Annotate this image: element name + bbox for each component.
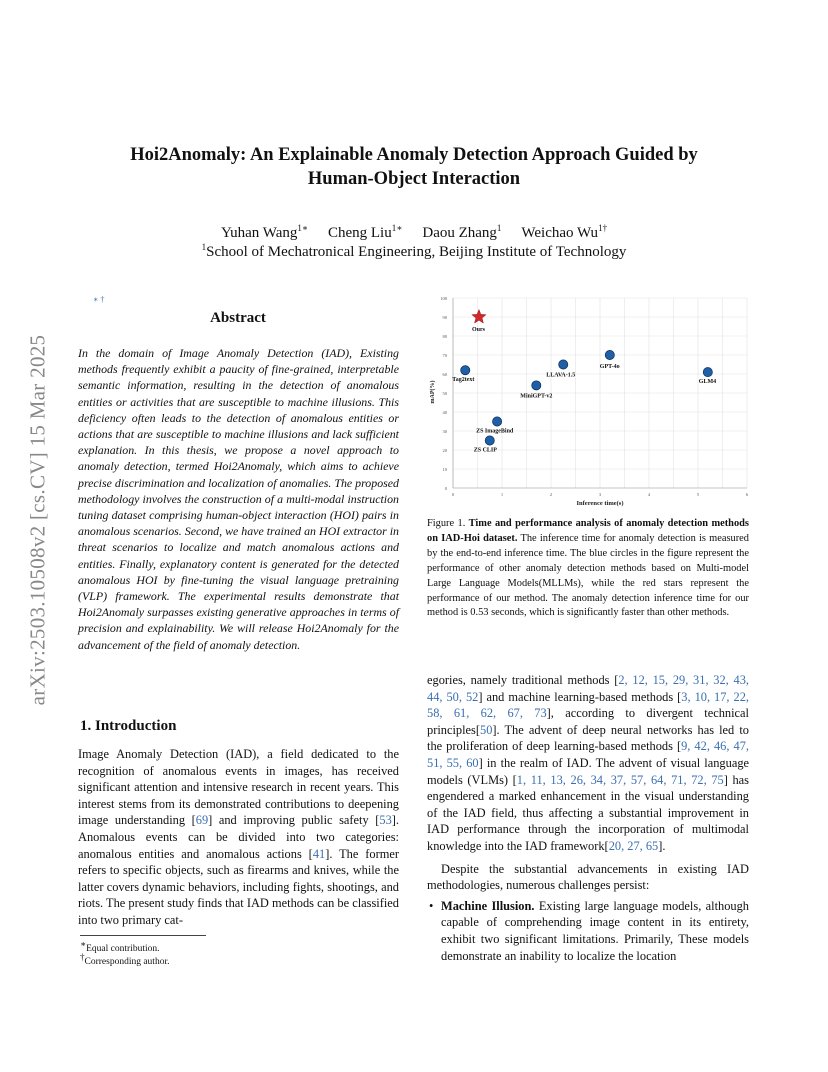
citation-link[interactable]: 50 bbox=[480, 722, 493, 737]
y-tick-label: 30 bbox=[442, 429, 447, 434]
right-paragraph-2: Despite the substantial advancements in existing IAD methodologies, numerous challenges persist: bbox=[427, 861, 749, 893]
footnote-marks: ∗ † bbox=[93, 295, 105, 304]
point-label-glm4: GLM4 bbox=[698, 379, 717, 386]
footnote-2 bbox=[80, 951, 400, 969]
point-label-ours: Ours bbox=[471, 327, 485, 333]
y-tick-label: 0 bbox=[444, 486, 447, 491]
point-label-minigpt-v2: MiniGPT-v2 bbox=[520, 393, 553, 400]
point-zs-clip bbox=[485, 436, 494, 445]
point-label-zs-clip: ZS CLIP bbox=[473, 447, 497, 454]
point-glm4 bbox=[703, 368, 712, 377]
figure-1-caption bbox=[427, 517, 749, 621]
point-tag2text bbox=[461, 366, 470, 375]
arxiv-stamp: arXiv:2503.10508v2 [cs.CV] 15 Mar 2025 bbox=[25, 334, 50, 706]
point-label-tag2text: Tag2text bbox=[452, 377, 475, 384]
citation-link[interactable]: 69 bbox=[195, 813, 209, 828]
affiliation-text: School of Mechatronical Engineering, Beijing Institute of Technology bbox=[206, 244, 627, 260]
citation-link[interactable]: 20, 27, 65 bbox=[608, 838, 659, 853]
author-sup: 1∗ bbox=[391, 223, 403, 233]
x-tick-label: 1 bbox=[500, 492, 504, 497]
citation-link[interactable]: 1, 11, 13, 26, 34, 37, 57, 64, 71, 72, 75 bbox=[516, 772, 724, 787]
bullet-machine-illusion bbox=[427, 898, 749, 964]
point-llava-1-5 bbox=[559, 360, 568, 369]
citation-link[interactable]: 53 bbox=[379, 813, 392, 828]
author-name: Weichao Wu bbox=[521, 225, 599, 241]
citation-link[interactable]: 3, 10, 17, 22, 58, 61, 62, 67, 73 bbox=[427, 689, 750, 721]
x-tick-label: 6 bbox=[745, 492, 749, 497]
footnote-2-sup: † bbox=[80, 952, 85, 962]
y-tick-label: 70 bbox=[442, 353, 447, 358]
paragraph-text: ]. The advent of deep neural networks has led to the proliferation of deep learning-based methods [ bbox=[427, 722, 749, 754]
footnote-rule bbox=[80, 935, 206, 936]
intro-heading: 1. Introduction bbox=[80, 718, 177, 734]
paragraph-text: Image Anomaly Detection (IAD), a field dedicated to the recognition of anomalous events in images, has received significant attention and intensive research in recent years. This interest stems from its demonstrated contributions to deepening image understanding [ bbox=[78, 747, 399, 828]
y-tick-label: 60 bbox=[442, 372, 447, 377]
paragraph-text: ]. The former refers to specific objects, such as firearms and knives, while the latter covers dynamic behaviors, including fights, shootings, and riots. The present study finds that IAD methods can be classified into two primary cat- bbox=[78, 846, 399, 927]
paragraph-text: ]. Anomalous events can be divided into two categories: anomalous entities and anomalous actions [ bbox=[78, 813, 400, 861]
paragraph-text: ] in the realm of IAD. The advent of visual language models (VLMs) [ bbox=[427, 755, 750, 787]
bullet-text: Existing large language models, although capable of comprehending image content in its entirety, exhibit two significant limitations. Primarily, These models demonstrate an inability to localize the location bbox=[441, 898, 749, 963]
affiliation bbox=[60, 237, 768, 262]
footnote-2-text: Corresponding author. bbox=[84, 957, 170, 968]
citation-link[interactable]: 2, 12, 15, 29, 31, 32, 43, 44, 50, 52 bbox=[427, 673, 749, 704]
paragraph-text: ], according to divergent technical principles[ bbox=[427, 706, 749, 737]
caption-bold: Time and performance analysis of anomaly detection methods on IAD-Hoi dataset. bbox=[427, 518, 749, 544]
bullet-bold: Machine Illusion. bbox=[441, 898, 535, 913]
footnote-1-text: Equal contribution. bbox=[86, 944, 160, 955]
affiliation-sup: 1 bbox=[201, 242, 207, 252]
y-tick-label: 40 bbox=[442, 410, 447, 415]
x-tick-label: 0 bbox=[451, 492, 455, 497]
x-tick-label: 4 bbox=[647, 492, 651, 497]
point-label-gpt-4o: GPT-4o bbox=[599, 364, 620, 370]
point-gpt-4o bbox=[605, 350, 614, 359]
paragraph-text: ] and improving public safety [ bbox=[208, 813, 380, 828]
author-name: Daou Zhang bbox=[422, 225, 497, 241]
x-axis-label: Inference time(s) bbox=[576, 500, 624, 507]
paragraph-text: egories, namely traditional methods [ bbox=[427, 673, 619, 687]
caption-label: Figure 1. bbox=[427, 518, 466, 529]
author-name: Yuhan Wang bbox=[220, 225, 298, 241]
point-label-zs-imagebind: ZS ImageBind bbox=[476, 428, 514, 435]
caption-text: The inference time for anomaly detection is measured by the end-to-end inference time. The blue circles in the figure represent the performance of other anomaly detection methods based on Multi-model Large Language Models(MLLMs), while the red stars represent the performance of our method. The anomaly detection inference time for our method is 0.53 seconds, which is significantly faster than other methods. bbox=[427, 532, 749, 619]
y-tick-label: 80 bbox=[442, 334, 447, 339]
x-tick-label: 3 bbox=[598, 492, 602, 497]
intro-paragraph bbox=[78, 746, 399, 929]
footnote-1-sup: ∗ bbox=[80, 939, 87, 949]
author-name: Cheng Liu bbox=[327, 225, 392, 241]
y-axis-label: mAP(%) bbox=[430, 380, 436, 404]
y-tick-label: 90 bbox=[442, 315, 447, 320]
point-ours bbox=[472, 310, 486, 324]
x-tick-label: 2 bbox=[549, 492, 553, 497]
author-sup: 1 bbox=[496, 223, 502, 233]
abstract-text: In the domain of Image Anomaly Detection (IAD), Existing methods frequently exhibit a paucity of fine-grained, interpretable semantic information, resulting in the detection of anomalous entities or activities that are susceptible to machine illusions. This deficiency often leads to the detection of anomalous entities or actions that are susceptible to machine illusions and lack sufficient explanation. In this thesis, we propose a novel approach to anomaly detection, termed Hoi2Anomaly, which aims to achieve precise discrimination and localization of anomalies. The proposed methodology involves the construction of a multi-modal instruction tuning dataset comprising human-object interaction (HOI) pairs in anomalous scenarios. Second, we have trained an HOI extractor in threat scenarios to localize and match anomalous actions and entities. Finally, explanatory content is generated for the detected anomalous HOI by fine-tuning the visual language pretraining (VLP) framework. The experimental results demonstrate that Hoi2Anomaly surpasses existing generative approaches in terms of precision and explainability. We will release Hoi2Anomaly for the advancement of the field of anomaly detection. bbox=[78, 346, 399, 652]
paragraph-text: ] and machine learning-based methods [ bbox=[478, 689, 682, 704]
y-tick-label: 10 bbox=[442, 467, 447, 472]
title-line-2: Human-Object Interaction bbox=[307, 169, 521, 189]
point-label-llava-1-5: LLAVA-1.5 bbox=[546, 372, 576, 379]
title-line-1: Hoi2Anomaly: An Explainable Anomaly Detection Approach Guided by bbox=[130, 145, 698, 165]
author-sup: 1∗ bbox=[297, 223, 308, 233]
bullet-dot: • bbox=[429, 898, 434, 913]
paragraph-text: ] has engendered a marked enhancement in the visual understanding of the IAD field, thus affecting a substantial improvement in IAD performance through the incorporation of multimodal knowledge into the IAD framework[ bbox=[427, 772, 749, 853]
y-tick-label: 20 bbox=[442, 448, 447, 453]
paragraph-text: ]. bbox=[658, 838, 666, 853]
x-tick-label: 5 bbox=[696, 492, 700, 497]
paper-title bbox=[60, 143, 768, 191]
right-column-body bbox=[427, 672, 749, 964]
abstract-heading: Abstract bbox=[210, 310, 266, 326]
y-tick-label: 100 bbox=[440, 296, 447, 301]
point-zs-imagebind bbox=[493, 417, 502, 426]
point-minigpt-v2 bbox=[532, 381, 541, 390]
citation-link[interactable]: 9, 42, 46, 47, 51, 55, 60 bbox=[427, 739, 749, 770]
y-tick-label: 50 bbox=[442, 391, 447, 396]
figure-1-scatter-chart bbox=[425, 292, 755, 512]
citation-link[interactable]: 41 bbox=[312, 846, 326, 861]
right-paragraph-1 bbox=[427, 672, 749, 855]
author-sup: 1† bbox=[598, 223, 608, 233]
